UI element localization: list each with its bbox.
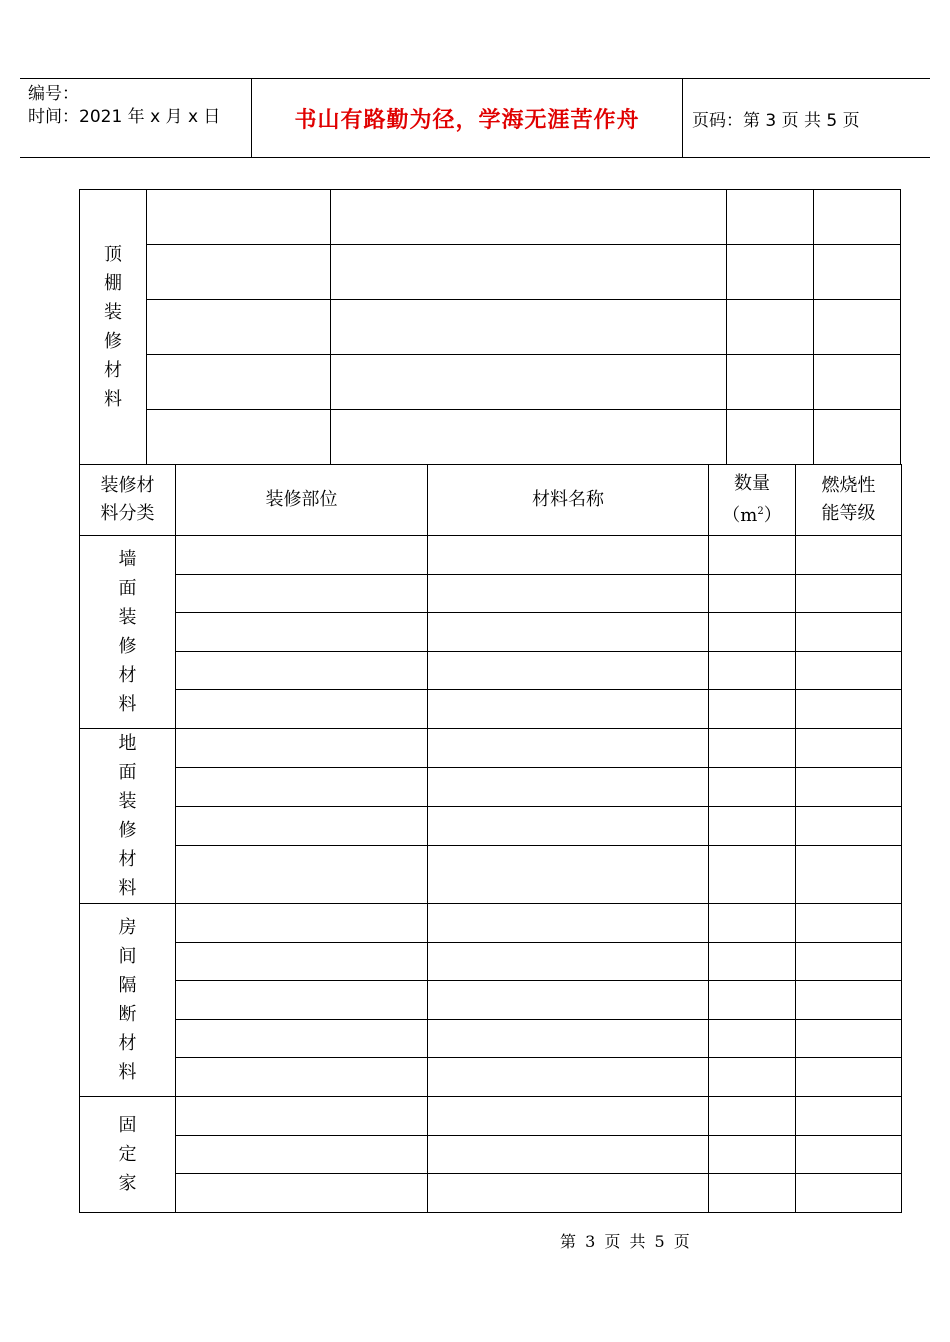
table-cell[interactable] <box>176 1174 428 1213</box>
table-cell[interactable] <box>176 1058 428 1097</box>
table-cell[interactable] <box>428 728 709 767</box>
table-cell[interactable] <box>709 981 796 1020</box>
page-footer: 第 3 页 共 5 页 <box>560 1232 692 1251</box>
table-cell[interactable] <box>709 1058 796 1097</box>
table-cell[interactable] <box>709 1019 796 1058</box>
table-row <box>80 1019 902 1058</box>
table-cell[interactable] <box>727 300 814 355</box>
table-row <box>80 846 902 904</box>
table-cell[interactable] <box>727 355 814 410</box>
table-row <box>80 1135 902 1174</box>
table-cell[interactable] <box>796 981 902 1020</box>
table-cell[interactable] <box>796 1096 902 1135</box>
table-cell[interactable] <box>796 651 902 690</box>
table-cell[interactable] <box>428 1019 709 1058</box>
table-cell[interactable] <box>176 942 428 981</box>
table-cell[interactable] <box>796 903 902 942</box>
table-cell[interactable] <box>428 1135 709 1174</box>
table-cell[interactable] <box>428 690 709 729</box>
header-meta <box>28 83 220 129</box>
table-cell[interactable] <box>709 1096 796 1135</box>
table-row <box>80 1058 902 1097</box>
table-cell[interactable] <box>428 981 709 1020</box>
table-row <box>80 651 902 690</box>
table-row <box>80 410 901 465</box>
table-cell[interactable] <box>796 536 902 575</box>
table-cell[interactable] <box>428 613 709 652</box>
table-cell[interactable] <box>176 1019 428 1058</box>
table-cell[interactable] <box>727 190 814 245</box>
table-cell[interactable] <box>331 300 727 355</box>
decoration-material-table <box>79 464 902 1213</box>
table-cell[interactable] <box>176 768 428 807</box>
table-cell[interactable] <box>147 355 331 410</box>
table-cell[interactable] <box>176 574 428 613</box>
table-cell[interactable] <box>796 846 902 904</box>
column-header-material-name: 材料名称 <box>428 465 709 536</box>
table-cell[interactable] <box>428 1096 709 1135</box>
table-cell[interactable] <box>428 536 709 575</box>
column-header-position: 装修部位 <box>176 465 428 536</box>
table-cell[interactable] <box>796 690 902 729</box>
table-cell[interactable] <box>331 245 727 300</box>
column-header-category: 装修材料分类 <box>80 465 176 536</box>
table-cell[interactable] <box>176 1135 428 1174</box>
table-cell[interactable] <box>709 942 796 981</box>
table-cell[interactable] <box>176 1096 428 1135</box>
header-page-code: 页码：第 3 页 共 5 页 <box>692 110 860 131</box>
table-cell[interactable] <box>176 981 428 1020</box>
table-cell[interactable] <box>176 846 428 904</box>
table-cell[interactable] <box>176 728 428 767</box>
header-divider <box>682 79 683 157</box>
column-header-quantity: 数量 $(m^2)$ <box>709 465 796 536</box>
table-cell[interactable] <box>147 300 331 355</box>
table-cell[interactable] <box>796 1019 902 1058</box>
table-cell[interactable] <box>331 355 727 410</box>
table-cell[interactable] <box>709 1174 796 1213</box>
table-row <box>80 245 901 300</box>
table-row <box>80 355 901 410</box>
table-row <box>80 903 902 942</box>
table-cell[interactable] <box>814 190 901 245</box>
column-header-fire-rating: 燃烧性能等级 <box>796 465 902 536</box>
table-row <box>80 300 901 355</box>
table-cell[interactable] <box>727 410 814 465</box>
table-cell[interactable] <box>709 651 796 690</box>
table-cell[interactable] <box>709 903 796 942</box>
table-row <box>80 728 902 767</box>
table-cell[interactable] <box>709 807 796 846</box>
table-cell[interactable] <box>796 613 902 652</box>
table-cell[interactable] <box>709 1135 796 1174</box>
table-cell[interactable] <box>331 190 727 245</box>
table-cell[interactable] <box>709 768 796 807</box>
table-row <box>80 613 902 652</box>
table-cell[interactable] <box>176 807 428 846</box>
table-row <box>80 942 902 981</box>
floor-category-label: 地 面 装 修 材 料 <box>80 728 176 903</box>
table-cell[interactable] <box>709 728 796 767</box>
table-cell[interactable] <box>428 1058 709 1097</box>
table-row <box>80 1174 902 1213</box>
table-cell[interactable] <box>709 613 796 652</box>
table-cell[interactable] <box>176 536 428 575</box>
table-row <box>80 574 902 613</box>
table-cell[interactable] <box>796 1135 902 1174</box>
table-cell[interactable] <box>176 651 428 690</box>
table-cell[interactable] <box>814 355 901 410</box>
table-cell[interactable] <box>176 903 428 942</box>
table-cell[interactable] <box>814 410 901 465</box>
table-cell[interactable] <box>796 1174 902 1213</box>
table-row <box>80 690 902 729</box>
table-cell[interactable] <box>709 536 796 575</box>
table-cell[interactable] <box>709 574 796 613</box>
partition-category-label: 房 间 隔 断 材 料 <box>80 903 176 1096</box>
header-motto: 书山有路勤为径，学海无涯苦作舟 <box>294 107 640 133</box>
table-cell[interactable] <box>796 728 902 767</box>
table-cell[interactable] <box>428 903 709 942</box>
table-row <box>80 768 902 807</box>
ceiling-material-table <box>79 189 901 465</box>
table-cell[interactable] <box>727 245 814 300</box>
document-header <box>20 78 930 158</box>
document-date-label: 时间：2021 年 x 月 x 日 <box>28 107 221 127</box>
table-cell[interactable] <box>147 190 331 245</box>
table-cell[interactable] <box>176 613 428 652</box>
table-cell[interactable] <box>428 574 709 613</box>
table-cell[interactable] <box>428 942 709 981</box>
table-cell[interactable] <box>176 690 428 729</box>
table-row <box>80 190 901 245</box>
table-cell[interactable] <box>796 942 902 981</box>
table-cell[interactable] <box>814 300 901 355</box>
table-cell[interactable] <box>428 846 709 904</box>
table-cell[interactable] <box>709 846 796 904</box>
table-row <box>80 981 902 1020</box>
table-header-row <box>80 465 902 536</box>
table-cell[interactable] <box>428 807 709 846</box>
table-cell[interactable] <box>428 651 709 690</box>
table-cell[interactable] <box>814 245 901 300</box>
table-cell[interactable] <box>147 410 331 465</box>
table-cell[interactable] <box>147 245 331 300</box>
table-cell[interactable] <box>796 768 902 807</box>
furniture-category-label: 固 定 家 <box>80 1096 176 1212</box>
wall-category-label: 墙 面 装 修 材 料 <box>80 536 176 729</box>
table-row <box>80 807 902 846</box>
table-cell[interactable] <box>796 1058 902 1097</box>
table-cell[interactable] <box>796 574 902 613</box>
table-row <box>80 536 902 575</box>
table-row <box>80 1096 902 1135</box>
ceiling-category-label: 顶 棚 装 修 材 料 <box>80 190 147 465</box>
table-cell[interactable] <box>796 807 902 846</box>
table-cell[interactable] <box>331 410 727 465</box>
table-cell[interactable] <box>709 690 796 729</box>
document-number-label: 编号： <box>28 84 79 104</box>
table-cell[interactable] <box>428 1174 709 1213</box>
table-cell[interactable] <box>428 768 709 807</box>
